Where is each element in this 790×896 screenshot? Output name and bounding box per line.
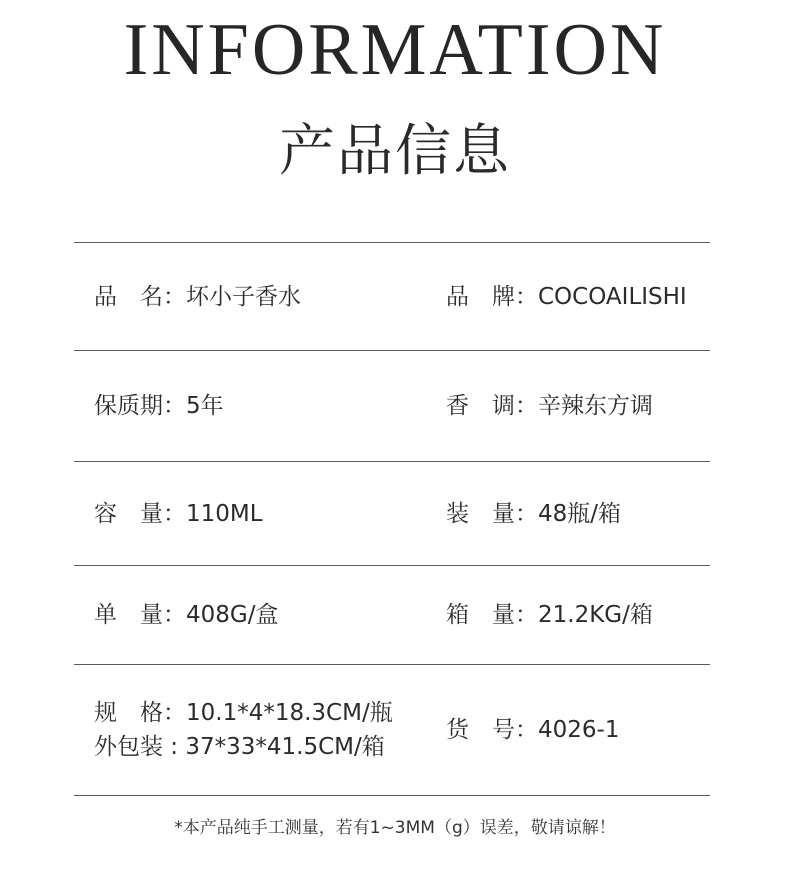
box-weight-text: 箱 量：21.2KG/箱 [446, 602, 653, 628]
measurement-disclaimer: *本产品纯手工测量，若有1~3MM（g）误差，敬请谅解！ [174, 818, 616, 838]
spec-cell [446, 462, 621, 565]
table-row [74, 665, 710, 795]
shelf-life-text: 保质期：5年 [94, 393, 224, 419]
table-divider [74, 795, 710, 796]
scent-note-text: 香 调：辛辣东方调 [446, 393, 653, 419]
spec-cell [94, 462, 263, 565]
table-row [74, 462, 710, 565]
unit-weight-text: 单 量：408G/盒 [94, 602, 279, 628]
title-english: INFORMATION [123, 9, 667, 91]
product-name-text: 品 名：坏小子香水 [94, 283, 301, 310]
table-row [74, 243, 710, 350]
outer-package-text: 外包装 : 37*33*41.5CM/箱 [94, 734, 385, 760]
table-row [74, 566, 710, 664]
item-number-text: 货 号：4026-1 [446, 717, 620, 743]
brand-text: 品 牌：COCOAILISHI [446, 283, 687, 310]
title-chinese: 产品信息 [279, 119, 511, 184]
spec-cell [94, 566, 278, 664]
spec-cell [94, 351, 224, 461]
table-row [74, 351, 710, 461]
spec-cell [446, 351, 653, 461]
spec-cell [446, 566, 653, 664]
dimensions-text: 规 格：10.1*4*18.3CM/瓶 [94, 700, 393, 726]
spec-cell [94, 665, 393, 795]
spec-cell [446, 665, 619, 795]
spec-cell [94, 243, 301, 350]
pack-quantity-text: 装 量：48瓶/箱 [446, 500, 622, 527]
spec-cell [446, 243, 687, 350]
volume-text: 容 量：110ML [94, 500, 263, 527]
